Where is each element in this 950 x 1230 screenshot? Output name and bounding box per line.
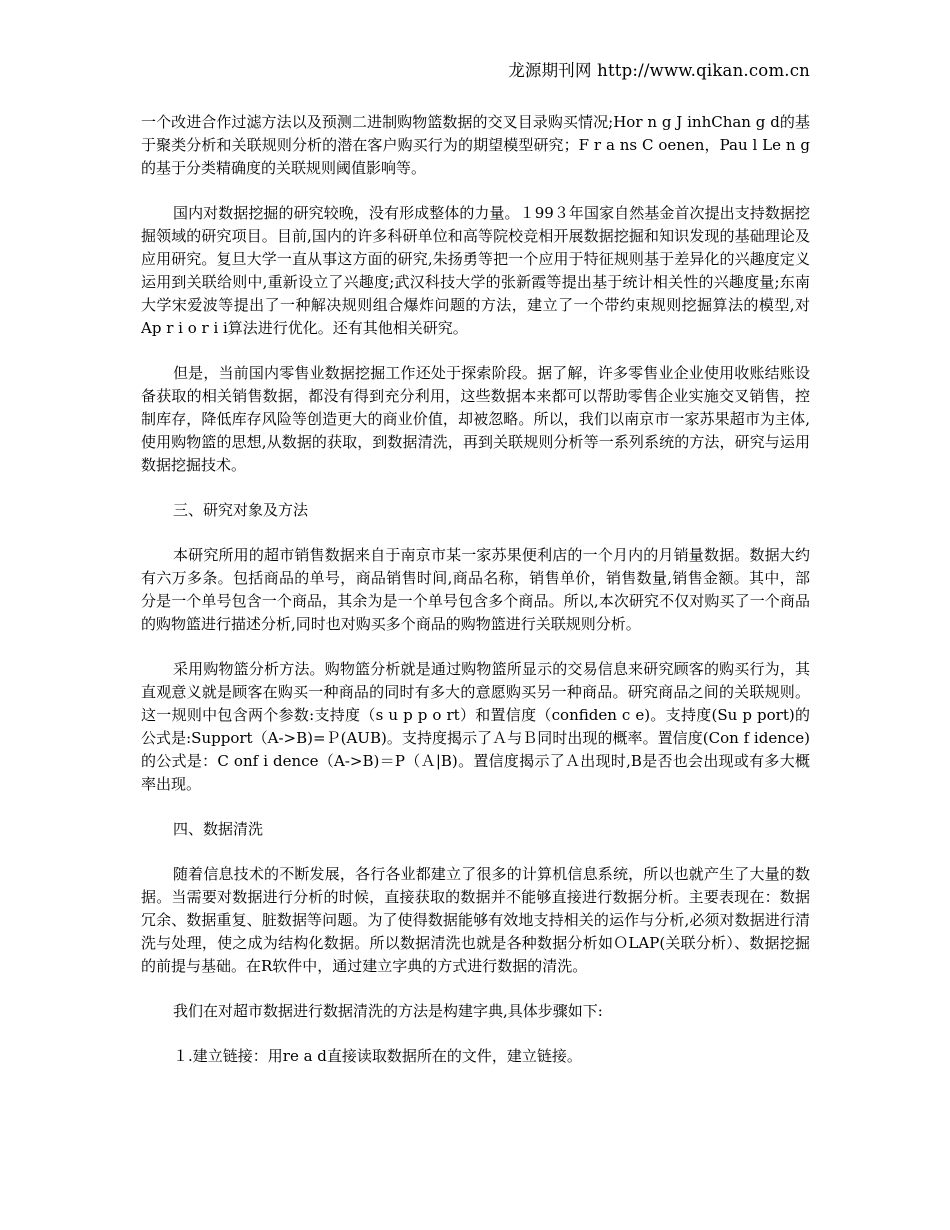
paragraph-step-1: １.建立链接：用re a d直接读取数据所在的文件，建立链接。 bbox=[173, 1047, 582, 1065]
page-header: 龙源期刊网 http://www.qikan.com.cn bbox=[508, 61, 810, 80]
paragraph-data-cleaning: 随着信息技术的不断发展，各行各业都建立了很多的计算机信息系统，所以也就产生了大量的数据。当需要对数据进行分析的时候，直接获取的数据并不能够直接进行数据分析。主要表现在：数据冗余、数据重复、脏数据等问题。为了使得数据能够有效地支持相关的运作与分析,必须对数据进行清洗与处理，使之成为结构化数据。所以数据清洗也就是各种数据分析如ＯLAP(关联分析）、数据挖掘的前提与基础。在R软件中，通过建立字典的方式进行数据的清洗。 bbox=[141, 865, 810, 975]
article-body bbox=[141, 111, 810, 1090]
paragraph-data-source: 本研究所用的超市销售数据来自于南京市某一家苏果便利店的一个月内的月销量数据。数据大约有六万多条。包括商品的单号，商品销售时间,商品名称，销售单价，销售数量,销售金额。其中，部分是一个单号包含一个商品，其余为是一个单号包含多个商品。所以,本次研究不仅对购买了一个商品的购物篮进行描述分析,同时也对购买多个商品的购物篮进行关联规则分析。 bbox=[141, 546, 810, 633]
paragraph-domestic-research: 国内对数据挖掘的研究较晚，没有形成整体的力量。１99３年国家自然基金首次提出支持数据挖掘领域的研究项目。目前,国内的许多科研单位和高等院校竞相开展数据挖掘和知识发现的基础理论及应用研究。复旦大学一直从事这方面的研究,朱扬勇等把一个应用于特征规则基于差异化的兴趣度定义运用到关联给则中,重新设立了兴趣度;武汉科技大学的张新霞等提出基于统计相关性的兴趣度量;东南大学宋爱波等提出了一种解决规则组合爆炸问题的方法，建立了一个带约束规则挖掘算法的模型,对Ap r i o r i i算法进行优化。还有其他相关研究。 bbox=[141, 204, 810, 337]
paragraph-dictionary-method: 我们在对超市数据进行数据清洗的方法是构建字典,具体步骤如下: bbox=[173, 1002, 603, 1020]
section-heading-3: 三、研究对象及方法 bbox=[173, 501, 309, 519]
paragraph-intro: 一个改进合作过滤方法以及预测二进制购物篮数据的交叉目录购买情况;Hor n g J inhChan g d的基于聚类分析和关联规则分析的潜在客户购买行为的期望模型研究；F r a ns C oenen，Pau l Le n g的基于分类精确度的关联规则阈值影响等。 bbox=[141, 113, 810, 177]
paragraph-basket-analysis: 采用购物篮分析方法。购物篮分析就是通过购物篮所显示的交易信息来研究顾客的购买行为，其直观意义就是顾客在购买一种商品的同时有多大的意愿购买另一种商品。研究商品之间的关联规则。这一规则中包含两个参数:支持度（s u p p o rt）和置信度（confiden c e)。支持度(Su p port)的公式是:Support（A->B)=Ｐ(AUB)。支持度揭示了Ａ与Ｂ同时出现的概率。置信度(Con f idence)的公式是：C onf i dence（A->B)＝P（Ａ|B)。置信度揭示了Ａ出现时,B是否也会出现或有多大概率出现。 bbox=[141, 660, 810, 793]
section-heading-4: 四、数据清洗 bbox=[173, 820, 264, 838]
paragraph-retail-status: 但是，当前国内零售业数据挖掘工作还处于探索阶段。据了解，许多零售业企业使用收账结账设备获取的相关销售数据，都没有得到充分利用，这些数据本来都可以帮助零售企业实施交叉销售，控制库存，降低库存风险等创造更大的商业价值，却被忽略。所以，我们以南京市一家苏果超市为主体,使用购物篮的思想,从数据的获取，到数据清洗，再到关联规则分析等一系列系统的方法，研究与运用数据挖掘技术。 bbox=[141, 364, 810, 474]
